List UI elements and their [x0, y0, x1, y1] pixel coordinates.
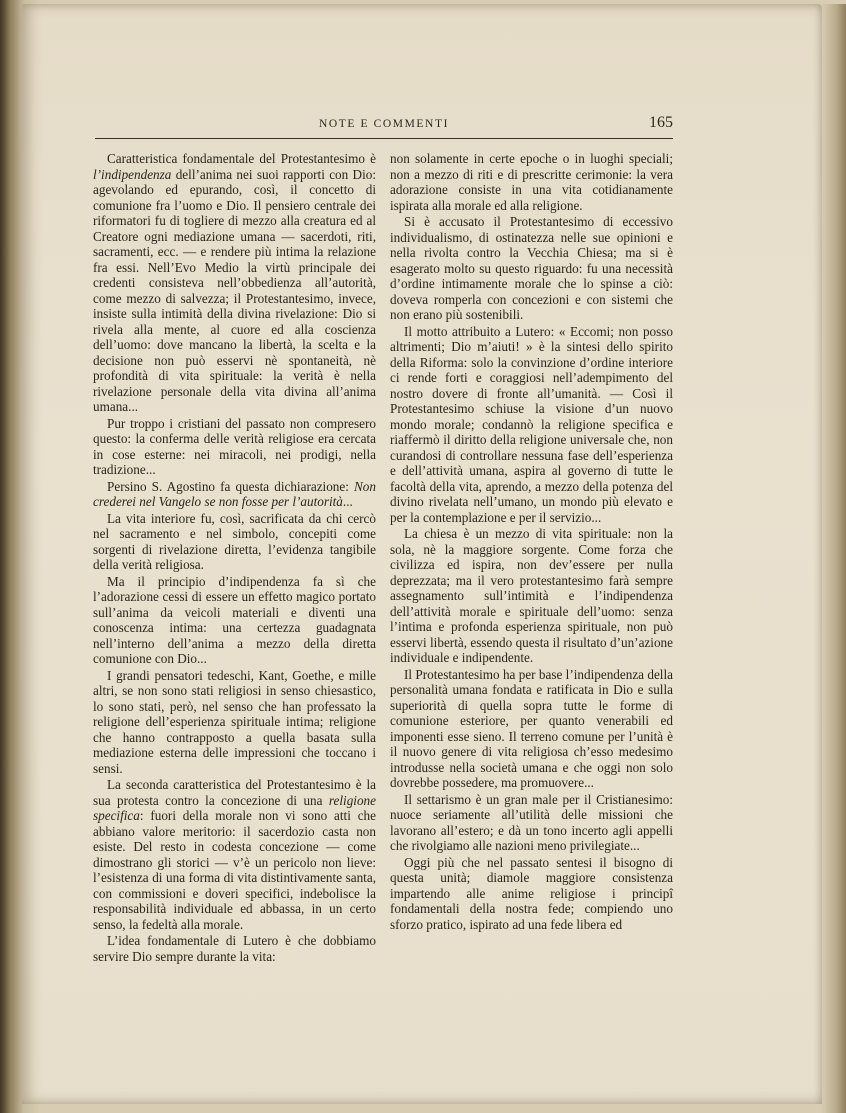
text-run: Persino S. Agostino fa questa dichiarazione:	[107, 478, 355, 494]
italic-text: l’indipendenza	[93, 166, 172, 182]
italic-text: religione specifica	[93, 792, 376, 823]
paragraph	[93, 151, 376, 415]
paragraph	[93, 668, 376, 777]
right-column	[390, 151, 673, 933]
text-run: Pur troppo i cristiani del passato non compresero questo: la conferma delle verità religiose era cercata in cose esterne: nei miracoli, nei prodigi, nella tradizione...	[93, 415, 376, 477]
text-run: Il motto attribuito a Lutero: « Eccomi; non posso altrimenti; Dio m’aiuti! » è la sintesi dello spirito della Riforma: solo la convinzione d’ordine interiore ci rende forti e coraggiosi nell’adempimento del nostro dovere di fronte all’umanità. — Così il Protestantesimo schiuse la visione d’un nuovo mondo morale; condannò la religione specifica e riaffermò il diritto della religione universale che, non curandosi di controllare nessuna fase dell’esperienza e dell’attività umana, aspira al governo di tutte le facoltà della vita, aprendo, a mezzo della potenza del divino rivelata nell’umano, un mondo più elevato e per la contemplazione e per il servizio...	[390, 323, 673, 525]
paragraph	[390, 526, 673, 666]
text-run: non solamente in certe epoche o in luoghi speciali; non a mezzo di riti e di prescritte cerimonie: la vera adorazione consiste in una vita cotidianamente ispirata alla morale ed alla religione.	[390, 151, 673, 213]
page-header	[95, 114, 673, 138]
text-run: I grandi pensatori tedeschi, Kant, Goethe, e mille altri, se non sono stati religiosi in senso chiesastico, lo sono stati, però, nel senso che han professato la religione dell’esperienza spirituale intima; religione che hanno contrapposto a quella basata sulla mediazione esterna delle impressioni che toccano i sensi.	[93, 667, 376, 776]
text-run: Il Protestantesimo ha per base l’indipendenza della personalità umana fondata e ratificata in Dio e sulla superiorità di quella sopra tutte le forme di comunione esteriore, per quanto venerabili ed imponenti esse sieno. Il terreno comune per l’unità è il nuovo genere di vita religiosa ch’esso medesimo introdusse nella società umana e che oggi non solo dovrebbe possedere, ma promuovere...	[390, 666, 673, 790]
text-run: La seconda caratteristica del Protestantesimo è la sua protesta contro la concezione di una	[93, 777, 376, 808]
paragraph	[93, 416, 376, 478]
paragraph	[390, 792, 673, 854]
text-run: Il settarismo è un gran male per il Cristianesimo: nuoce seriamente all’utilità delle missioni che lavorano all’estero; e dà un tono incerto agli appelli che rivolgiamo alle nazioni meno privilegiate...	[390, 791, 673, 853]
header-rule	[95, 138, 673, 139]
paragraph	[390, 855, 673, 933]
paragraph	[93, 777, 376, 932]
page-edge	[822, 4, 846, 1113]
left-column	[93, 151, 376, 965]
paragraph	[93, 479, 376, 510]
paragraph	[93, 574, 376, 667]
page-number: 165	[649, 114, 673, 131]
paragraph	[93, 933, 376, 964]
text-run: dell’anima nei suoi rapporti con Dio: agevolando ed epurando, così, il concetto di comunione fra l’uomo e Dio. Il pensiero centrale dei riformatori fu di togliere di mezzo alla creatura ed al Creatore ogni mediazione umana — sacerdoti, riti, sacramenti, ecc. — e rendere più intima la relazione fra essi. Nell’Evo Medio la virtù principale dei credenti consisteva nell’obbedienza all’autorità, come mezzo di salvezza; il Protestantesimo, invece, insiste sulla intimità della divina rivelazione: Dio si rivela alla mente, al cuore ed alla coscienza dell’uomo: dove mancano la libertà, la scelta e la decisione non può esservi nè spontaneità, nè profondità di vita spirituale: la verità è nella rivelazione personale della vita divina all’anima umana...	[93, 166, 376, 414]
text-run: L’idea fondamentale di Lutero è che dobbiamo servire Dio sempre durante la vita:	[93, 933, 376, 964]
paragraph	[390, 324, 673, 526]
text-run: Si è accusato il Protestantesimo di eccessivo individualismo, di ostinatezza nelle sue opinioni e nella rivolta contro la Vecchia Chiesa; ma si è esagerato molto su questo riguardo: fu una necessità d’ordine intimamente morale che lo spinse a ciò: doveva romperla con concezioni e con sistemi che non erano più sostenibili.	[390, 214, 673, 322]
text-run: Oggi più che nel passato sentesi il bisogno di questa unità; diamole maggiore consistenza impartendo alle anime religiose i principî fondamentali della nostra fede; compiendo uno sforzo pratico, ispirato ad una fede libera ed	[390, 854, 673, 932]
paragraph	[93, 511, 376, 573]
text-run: La chiesa è un mezzo di vita spirituale: non la sola, nè la maggiore sorgente. Come forza che civilizza ed ispira, non dev’essere per nulla deprezzata; ma il vero protestantesimo farà sempre assegnamento sull’intimità e l’indipendenza dell’attività morale e spirituale dell’uomo: senza l’intima e profonda esperienza spirituale, non può esservi libertà, essendo questa il risultato d’un’azione individuale e indipendente.	[390, 526, 673, 665]
text-run: : fuori della morale non vi sono atti che abbiano valore meritorio: il sacerdozio casta non esiste. Del resto in codesta concezione — come dimostrano gli storici — v’è un pericolo non lieve: l’esistenza di una forma di vita distintivamente santa, con commissioni e doveri specifici, indebolisce la responsabilità individuale ed abbassa, in un certo senso, la fedeltà alla morale.	[93, 808, 376, 932]
paragraph	[390, 151, 673, 213]
text-run: ...	[342, 494, 353, 509]
running-title: NOTE E COMMENTI	[318, 118, 450, 130]
paragraph	[390, 214, 673, 323]
text-run: Ma il principio d’indipendenza fa sì che l’adorazione cessi di essere un effetto magico portato sull’anima da veicoli materiali e diventi una conoscenza intima: una certezza guadagnata nell’interno dell’anima a mezzo della diretta comunione con Dio...	[93, 573, 376, 666]
italic-text: Non crederei nel Vangelo se non fosse per l’autorità	[93, 478, 376, 509]
text-run: La vita interiore fu, così, sacrificata da chi cercò nel sacramento e nel simbolo, concepiti come sorgenti di rivelazione diretta, l’evidenza tangibile della verità religiosa.	[93, 510, 376, 572]
paragraph	[390, 667, 673, 791]
text-run: Caratteristica fondamentale del Protestantesimo è	[107, 151, 376, 166]
